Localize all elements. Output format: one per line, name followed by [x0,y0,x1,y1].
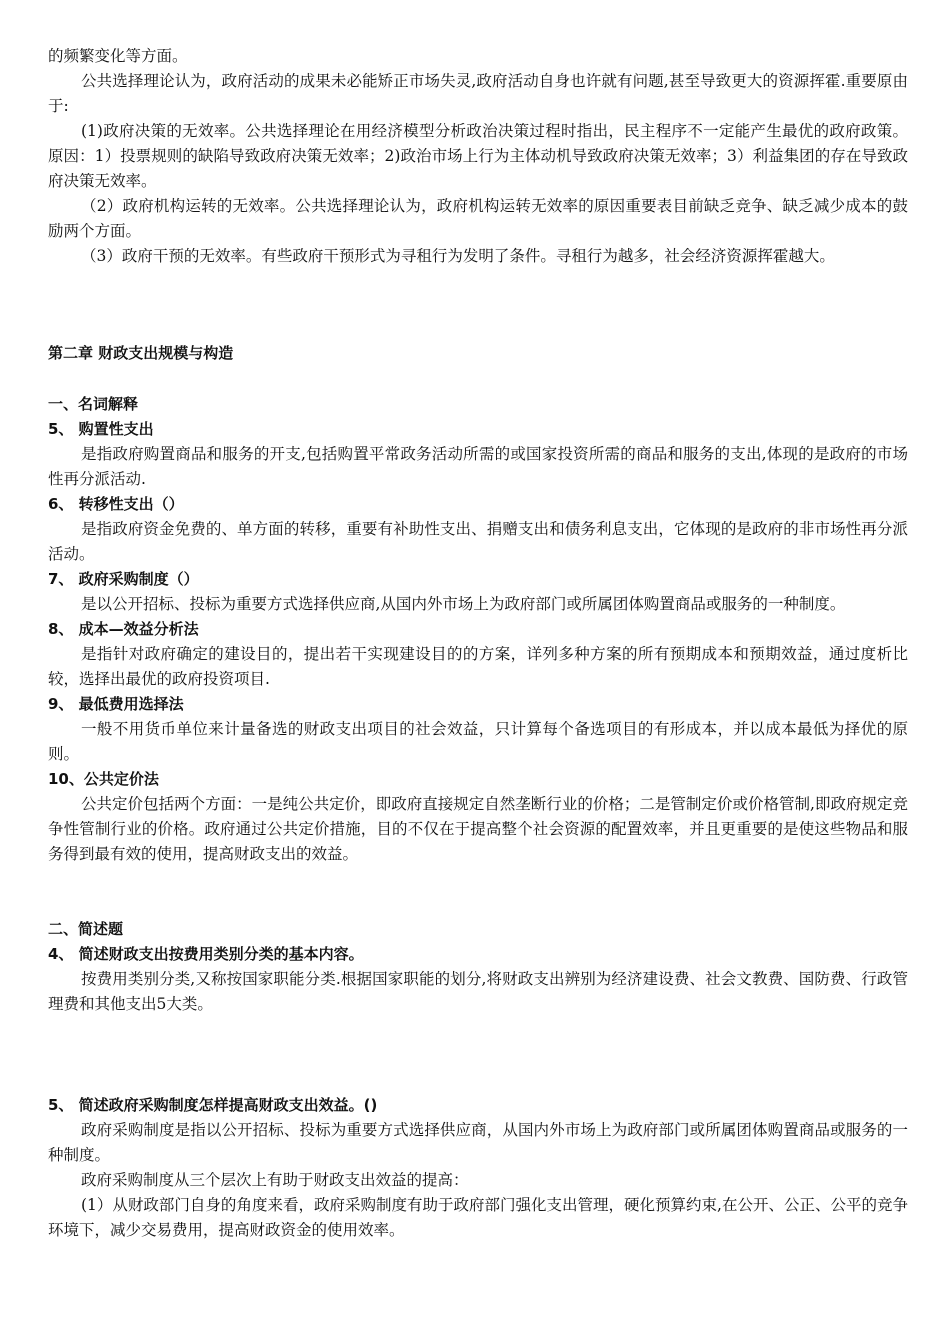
spacer [48,366,908,392]
intro-paragraph-4: （3）政府干预的无效率。有些政府干预形式为寻租行为发明了条件。寻租行为越多，社会经济资源挥霍越大。 [81,247,835,265]
term-item [48,692,908,767]
term-body: 是以公开招标、投标为重要方式选择供应商,从国内外市场上为政府部门或所属团体购置商品或服务的一种制度。 [81,595,846,613]
term-item [48,567,908,617]
section-heading-short-answer: 二、简述题 [48,920,124,938]
term-title: 9、 最低费用选择法 [48,695,184,713]
section-heading-terms: 一、名词解释 [48,395,139,413]
spacer [48,867,908,917]
term-body: 是指政府资金免费的、单方面的转移，重要有补助性支出、捐赠支出和债务利息支出，它体现的是政府的非市场性再分派活动。 [48,520,908,563]
question-answer: 政府采购制度是指以公开招标、投标为重要方式选择供应商，从国内外市场上为政府部门或所属团体购置商品或服务的一种制度。 [48,1121,908,1164]
term-title: 8、 成本—效益分析法 [48,620,199,638]
term-body: 是指针对政府确定的建设目的，提出若干实现建设目的的方案，详列多种方案的所有预期成本和预期效益，通过度析比较，选择出最优的政府投资项目. [48,645,908,688]
intro-continuation: 的频繁变化等方面。 [48,47,188,65]
term-title: 7、 政府采购制度（） [48,570,199,588]
term-title: 6、 转移性支出（） [48,495,184,513]
term-title: 5、 购置性支出 [48,420,154,438]
document-page [48,44,908,1243]
question-title: 5、 简述政府采购制度怎样提高财政支出效益。() [48,1096,378,1114]
term-item [48,617,908,692]
question-answer: 政府采购制度从三个层次上有助于财政支出效益的提高： [81,1171,469,1189]
term-item [48,417,908,492]
spacer [48,1017,908,1093]
term-body: 一般不用货币单位来计量备选的财政支出项目的社会效益，只计算每个备选项目的有形成本，并以成本最低为择优的原则。 [48,720,908,763]
chapter-title: 第二章 财政支出规模与构造 [48,344,234,362]
intro-paragraph-1: 公共选择理论认为，政府活动的成果未必能矫正市场失灵,政府活动自身也许就有问题,甚至导致更大的资源挥霍.重要原由于: [48,72,908,115]
term-item [48,767,908,867]
term-body: 是指政府购置商品和服务的开支,包括购置平常政务活动所需的或国家投资所需的商品和服务的支出,体现的是政府的市场性再分派活动. [48,445,908,488]
term-title: 10、公共定价法 [48,770,159,788]
intro-paragraph-2: (1)政府决策的无效率。公共选择理论在用经济模型分析政治决策过程时指出，民主程序不一定能产生最优的政府政策。原因：1）投票规则的缺陷导致政府决策无效率；2)政治市场上行为主体动机导致政府决策无效率；3）利益集团的存在导致政府决策无效率。 [48,122,908,190]
intro-paragraph-3: （2）政府机构运转的无效率。公共选择理论认为，政府机构运转无效率的原因重要表目前缺乏竞争、缺乏减少成本的鼓励两个方面。 [48,197,908,240]
term-item [48,492,908,567]
question-item [48,942,908,1017]
question-title: 4、 简述财政支出按费用类别分类的基本内容。 [48,945,364,963]
spacer [48,269,908,341]
question-answer: 按费用类别分类,又称按国家职能分类.根据国家职能的划分,将财政支出辨别为经济建设费、社会文教费、国防费、行政管理费和其他支出5大类。 [48,970,908,1013]
question-item [48,1093,908,1243]
question-answer: (1）从财政部门自身的角度来看，政府采购制度有助于政府部门强化支出管理，硬化预算约束,在公开、公正、公平的竞争环境下，减少交易费用，提高财政资金的使用效率。 [48,1196,908,1239]
term-body: 公共定价包括两个方面：一是纯公共定价，即政府直接规定自然垄断行业的价格；二是管制定价或价格管制,即政府规定竞争性管制行业的价格。政府通过公共定价措施，目的不仅在于提高整个社会资源的配置效率，并且更重要的是使这些物品和服务得到最有效的使用，提高财政支出的效益。 [48,795,908,863]
